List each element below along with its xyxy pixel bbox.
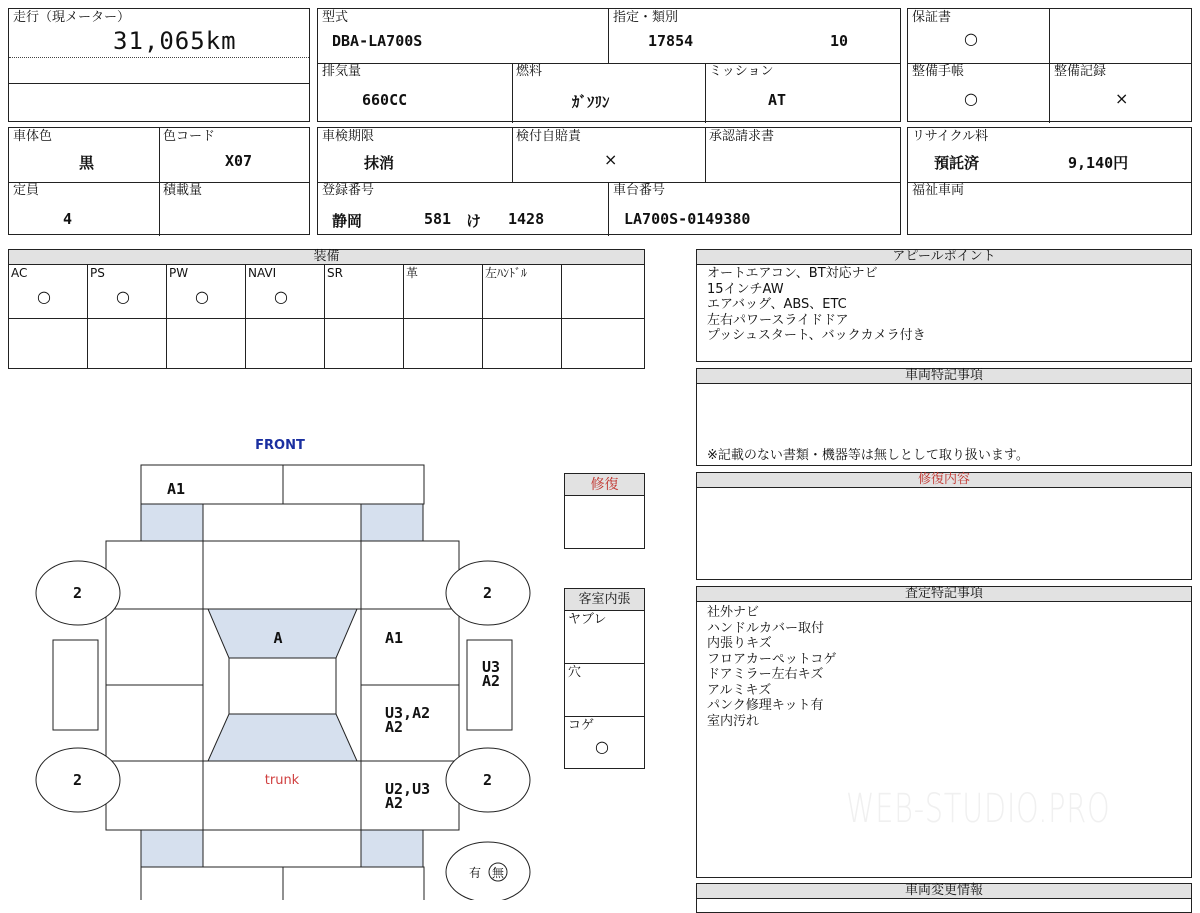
designation-number: 17854 bbox=[648, 32, 694, 50]
interior-title: 客室内張 bbox=[565, 589, 644, 611]
capacity-value: 4 bbox=[63, 210, 73, 228]
transmission-label: ミッション bbox=[709, 64, 774, 79]
spare-yes: 有 bbox=[469, 866, 482, 880]
equipment-label: AC bbox=[11, 266, 28, 280]
displacement-label: 排気量 bbox=[322, 64, 362, 79]
transmission-value: AT bbox=[768, 91, 787, 109]
registration-class: 581 bbox=[424, 210, 452, 228]
front-left-glass bbox=[141, 504, 203, 541]
mark-tire-rear-right: 2 bbox=[483, 771, 493, 789]
vehicle-notes-title: 車両特記事項 bbox=[697, 369, 1191, 384]
capacity-label: 定員 bbox=[13, 183, 40, 198]
maintenance-book-label: 整備手帳 bbox=[912, 64, 965, 79]
welfare-label: 福祉車両 bbox=[912, 183, 965, 198]
fuel-value: ｶﾞｿﾘﾝ bbox=[572, 93, 610, 111]
note-line: エアバッグ、ABS、ETC bbox=[707, 297, 847, 312]
recycle-status: 預託済 bbox=[934, 154, 980, 172]
equipment-value: ○ bbox=[274, 287, 288, 306]
equipment-value: ○ bbox=[195, 287, 209, 306]
vehicle-notes-text: ※記載のない書類・機器等は無しとして取り扱います。 bbox=[707, 448, 1029, 463]
change-info-title: 車両変更情報 bbox=[697, 884, 1191, 899]
mark-tire-rear-left: 2 bbox=[73, 771, 83, 789]
note-line: 内張りキズ bbox=[707, 636, 772, 651]
displacement-value: 660CC bbox=[362, 91, 408, 109]
fuel-label: 燃料 bbox=[516, 64, 543, 79]
maintenance-record-value: × bbox=[1115, 89, 1129, 108]
repair-title: 修復 bbox=[565, 474, 644, 496]
interior-label: 穴 bbox=[568, 665, 582, 680]
repair-content-title: 修復内容 bbox=[697, 473, 1191, 488]
note-line: ドアミラー左右キズ bbox=[707, 667, 824, 682]
rear-left-glass bbox=[141, 830, 203, 867]
mark-right-side-sill: U3 A2 bbox=[482, 658, 501, 690]
inspection-value: 抹消 bbox=[364, 154, 395, 172]
registration-label: 登録番号 bbox=[322, 183, 375, 198]
maintenance-book-value: ○ bbox=[964, 89, 978, 108]
note-line: パンク修理キット有 bbox=[707, 698, 824, 713]
mark-right-rear-door: U3,A2 A2 bbox=[385, 704, 431, 736]
mileage-label: 走行（現メーター） bbox=[13, 10, 131, 25]
registration-number: 1428 bbox=[508, 210, 545, 228]
equipment-value: ○ bbox=[37, 287, 51, 306]
rear-right-glass bbox=[361, 830, 423, 867]
interior-value: ○ bbox=[595, 737, 609, 756]
designation-label: 指定・類別 bbox=[613, 10, 679, 25]
recycle-amount: 9,140円 bbox=[1068, 154, 1129, 172]
warranty-value: ○ bbox=[964, 29, 978, 48]
equipment-label: 革 bbox=[406, 266, 419, 280]
equipment-label: PS bbox=[90, 266, 105, 280]
hood-front bbox=[203, 504, 361, 541]
model-value: DBA-LA700S bbox=[332, 32, 423, 50]
equipment-value: ○ bbox=[116, 287, 130, 306]
note-line: ハンドルカバー取付 bbox=[707, 620, 825, 636]
trunk-label: trunk bbox=[264, 773, 300, 788]
left-side-sill bbox=[53, 640, 98, 730]
trunk-lower bbox=[203, 830, 361, 867]
mileage-value: 31,065km bbox=[113, 27, 237, 55]
equipment-label: 左ﾊﾝﾄﾞﾙ bbox=[485, 266, 528, 280]
spare-tire bbox=[446, 842, 530, 900]
body-color-label: 車体色 bbox=[13, 129, 53, 144]
note-line: 15インチAW bbox=[707, 281, 784, 297]
note-line: オートエアコン、BT対応ナビ bbox=[707, 266, 878, 281]
appeal-points-title: アピールポイント bbox=[697, 250, 1191, 265]
mark-right-front-door: A1 bbox=[385, 629, 404, 647]
color-code-label: 色コード bbox=[163, 129, 216, 144]
inspection-label: 車検期限 bbox=[322, 129, 375, 144]
spare-no: 無 bbox=[492, 866, 505, 880]
load-capacity-label: 積載量 bbox=[163, 183, 203, 198]
watermark: WEB-STUDIO.PRO bbox=[846, 786, 1111, 832]
registration-region: 静岡 bbox=[332, 212, 363, 230]
note-line: 左右パワースライドドア bbox=[707, 312, 849, 328]
registration-kana: け bbox=[466, 212, 482, 230]
interior-label: ヤブレ bbox=[568, 612, 607, 627]
maintenance-record-label: 整備記録 bbox=[1054, 64, 1107, 79]
assessment-notes-title: 査定特記事項 bbox=[697, 587, 1191, 602]
mark-right-quarter: U2,U3 A2 bbox=[385, 780, 431, 812]
note-line: プッシュスタート、バックカメラ付き bbox=[707, 328, 926, 343]
front-label: FRONT bbox=[255, 438, 305, 453]
equipment-label: NAVI bbox=[248, 266, 277, 280]
insurance-label: 検付自賠責 bbox=[516, 129, 582, 144]
designation-class: 10 bbox=[830, 32, 849, 50]
interior-label: コゲ bbox=[568, 718, 595, 733]
equipment-label: SR bbox=[327, 266, 343, 280]
note-line: 室内汚れ bbox=[707, 713, 760, 729]
note-line: フロアカーペットコゲ bbox=[707, 651, 837, 667]
equipment-label: PW bbox=[169, 266, 189, 280]
recycle-label: リサイクル料 bbox=[912, 129, 989, 144]
mark-roof: A bbox=[273, 629, 283, 647]
chassis-label: 車台番号 bbox=[613, 183, 666, 198]
front-right-glass bbox=[361, 504, 423, 541]
mark-tire-front-left: 2 bbox=[73, 584, 83, 602]
insurance-value: × bbox=[604, 150, 618, 169]
chassis-value: LA700S-0149380 bbox=[624, 210, 751, 228]
equipment-title: 装備 bbox=[9, 250, 644, 265]
body-color-value: 黒 bbox=[79, 154, 95, 172]
approval-label: 承認請求書 bbox=[709, 129, 775, 144]
roof bbox=[229, 658, 336, 714]
model-label: 型式 bbox=[322, 10, 349, 25]
rear-window bbox=[208, 714, 357, 761]
warranty-label: 保証書 bbox=[912, 10, 952, 25]
note-line: アルミキズ bbox=[707, 682, 772, 698]
color-code-value: X07 bbox=[225, 152, 253, 170]
mark-front-bumper: A1 bbox=[167, 480, 186, 498]
mark-tire-front-right: 2 bbox=[483, 584, 493, 602]
note-line: 社外ナビ bbox=[707, 605, 760, 620]
